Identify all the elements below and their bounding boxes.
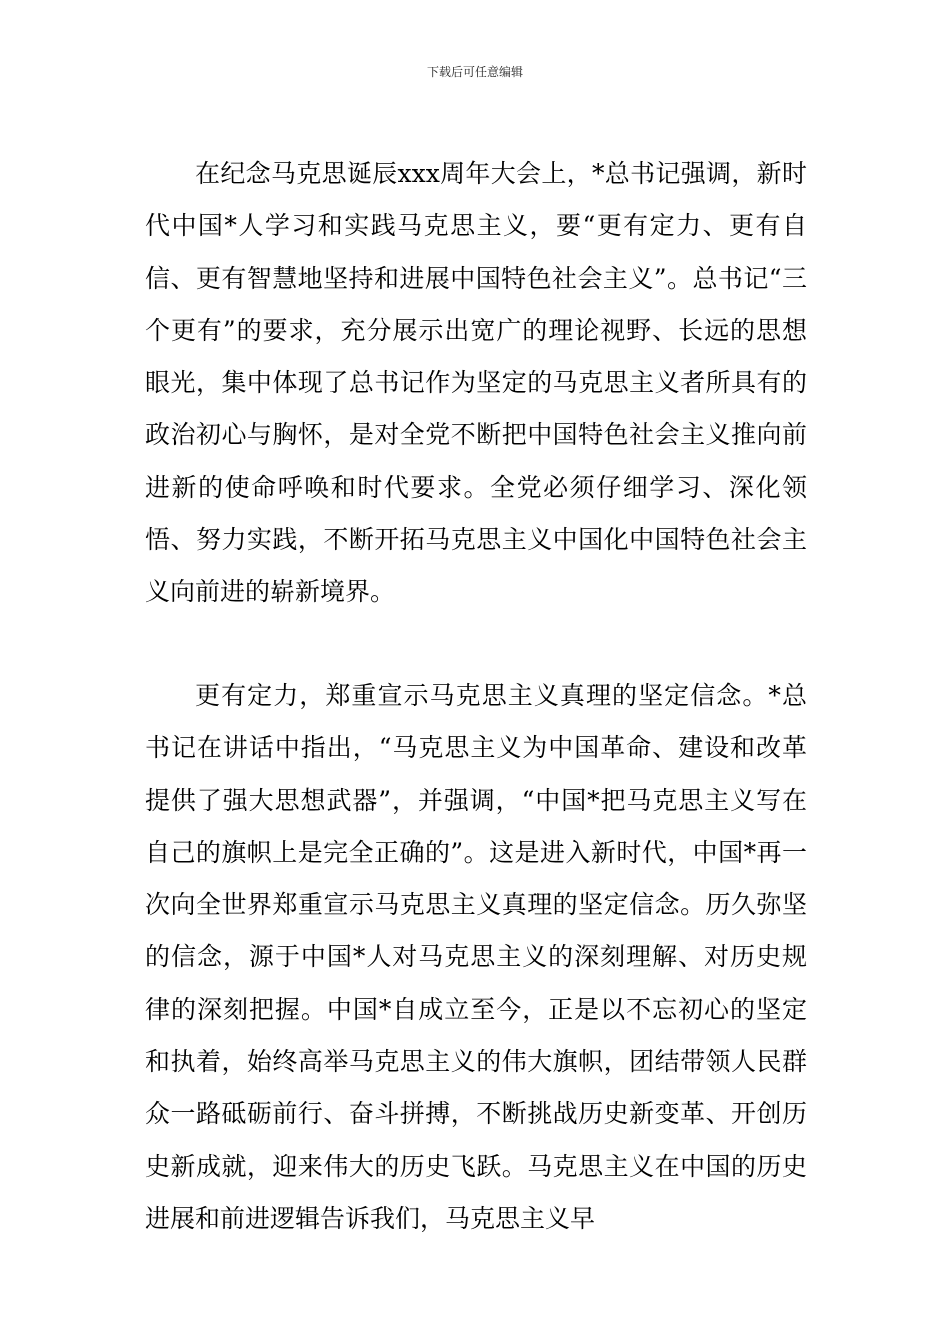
body-paragraph-2: 更有定力，郑重宣示马克思主义真理的坚定信念。*总书记在讲话中指出，“马克思主义为中国革命、建设和改革提供了强大思想武器”，并强调，“中国*把马克思主义写在自己的旗帜上是完全正确的”。这是进入新时代，中国*再一次向全世界郑重宣示马克思主义真理的坚定信念。历久弥坚的信念，源于中国*人对马克思主义的深刻理解、对历史规律的深刻把握。中国*自成立至今，正是以不忘初心的坚定和执着，始终高举马克思主义的伟大旗帜，团结带领人民群众一路砥砺前行、奋斗拼搏，不断挑战历史新变革、开创历史新成就，迎来伟大的历史飞跃。马克思主义在中国的历史进展和前进逻辑告诉我们，马克思主义早 <box>145 681 807 1233</box>
download-edit-note: 下载后可任意编辑 <box>426 65 523 79</box>
body-paragraph-1: 在纪念马克思诞辰xxx周年大会上，*总书记强调，新时代中国*人学习和实践马克思主义，要“更有定力、更有自信、更有智慧地坚持和进展中国特色社会主义”。总书记“三个更有”的要求，充分展示出宽广的理论视野、长远的思想眼光，集中体现了总书记作为坚定的马克思主义者所具有的政治初心与胸怀，是对全党不断把中国特色社会主义推向前进新的使命呼唤和时代要求。全党必须仔细学习、深化领悟、努力实践，不断开拓马克思主义中国化中国特色社会主义向前进的崭新境界。 <box>145 159 807 607</box>
